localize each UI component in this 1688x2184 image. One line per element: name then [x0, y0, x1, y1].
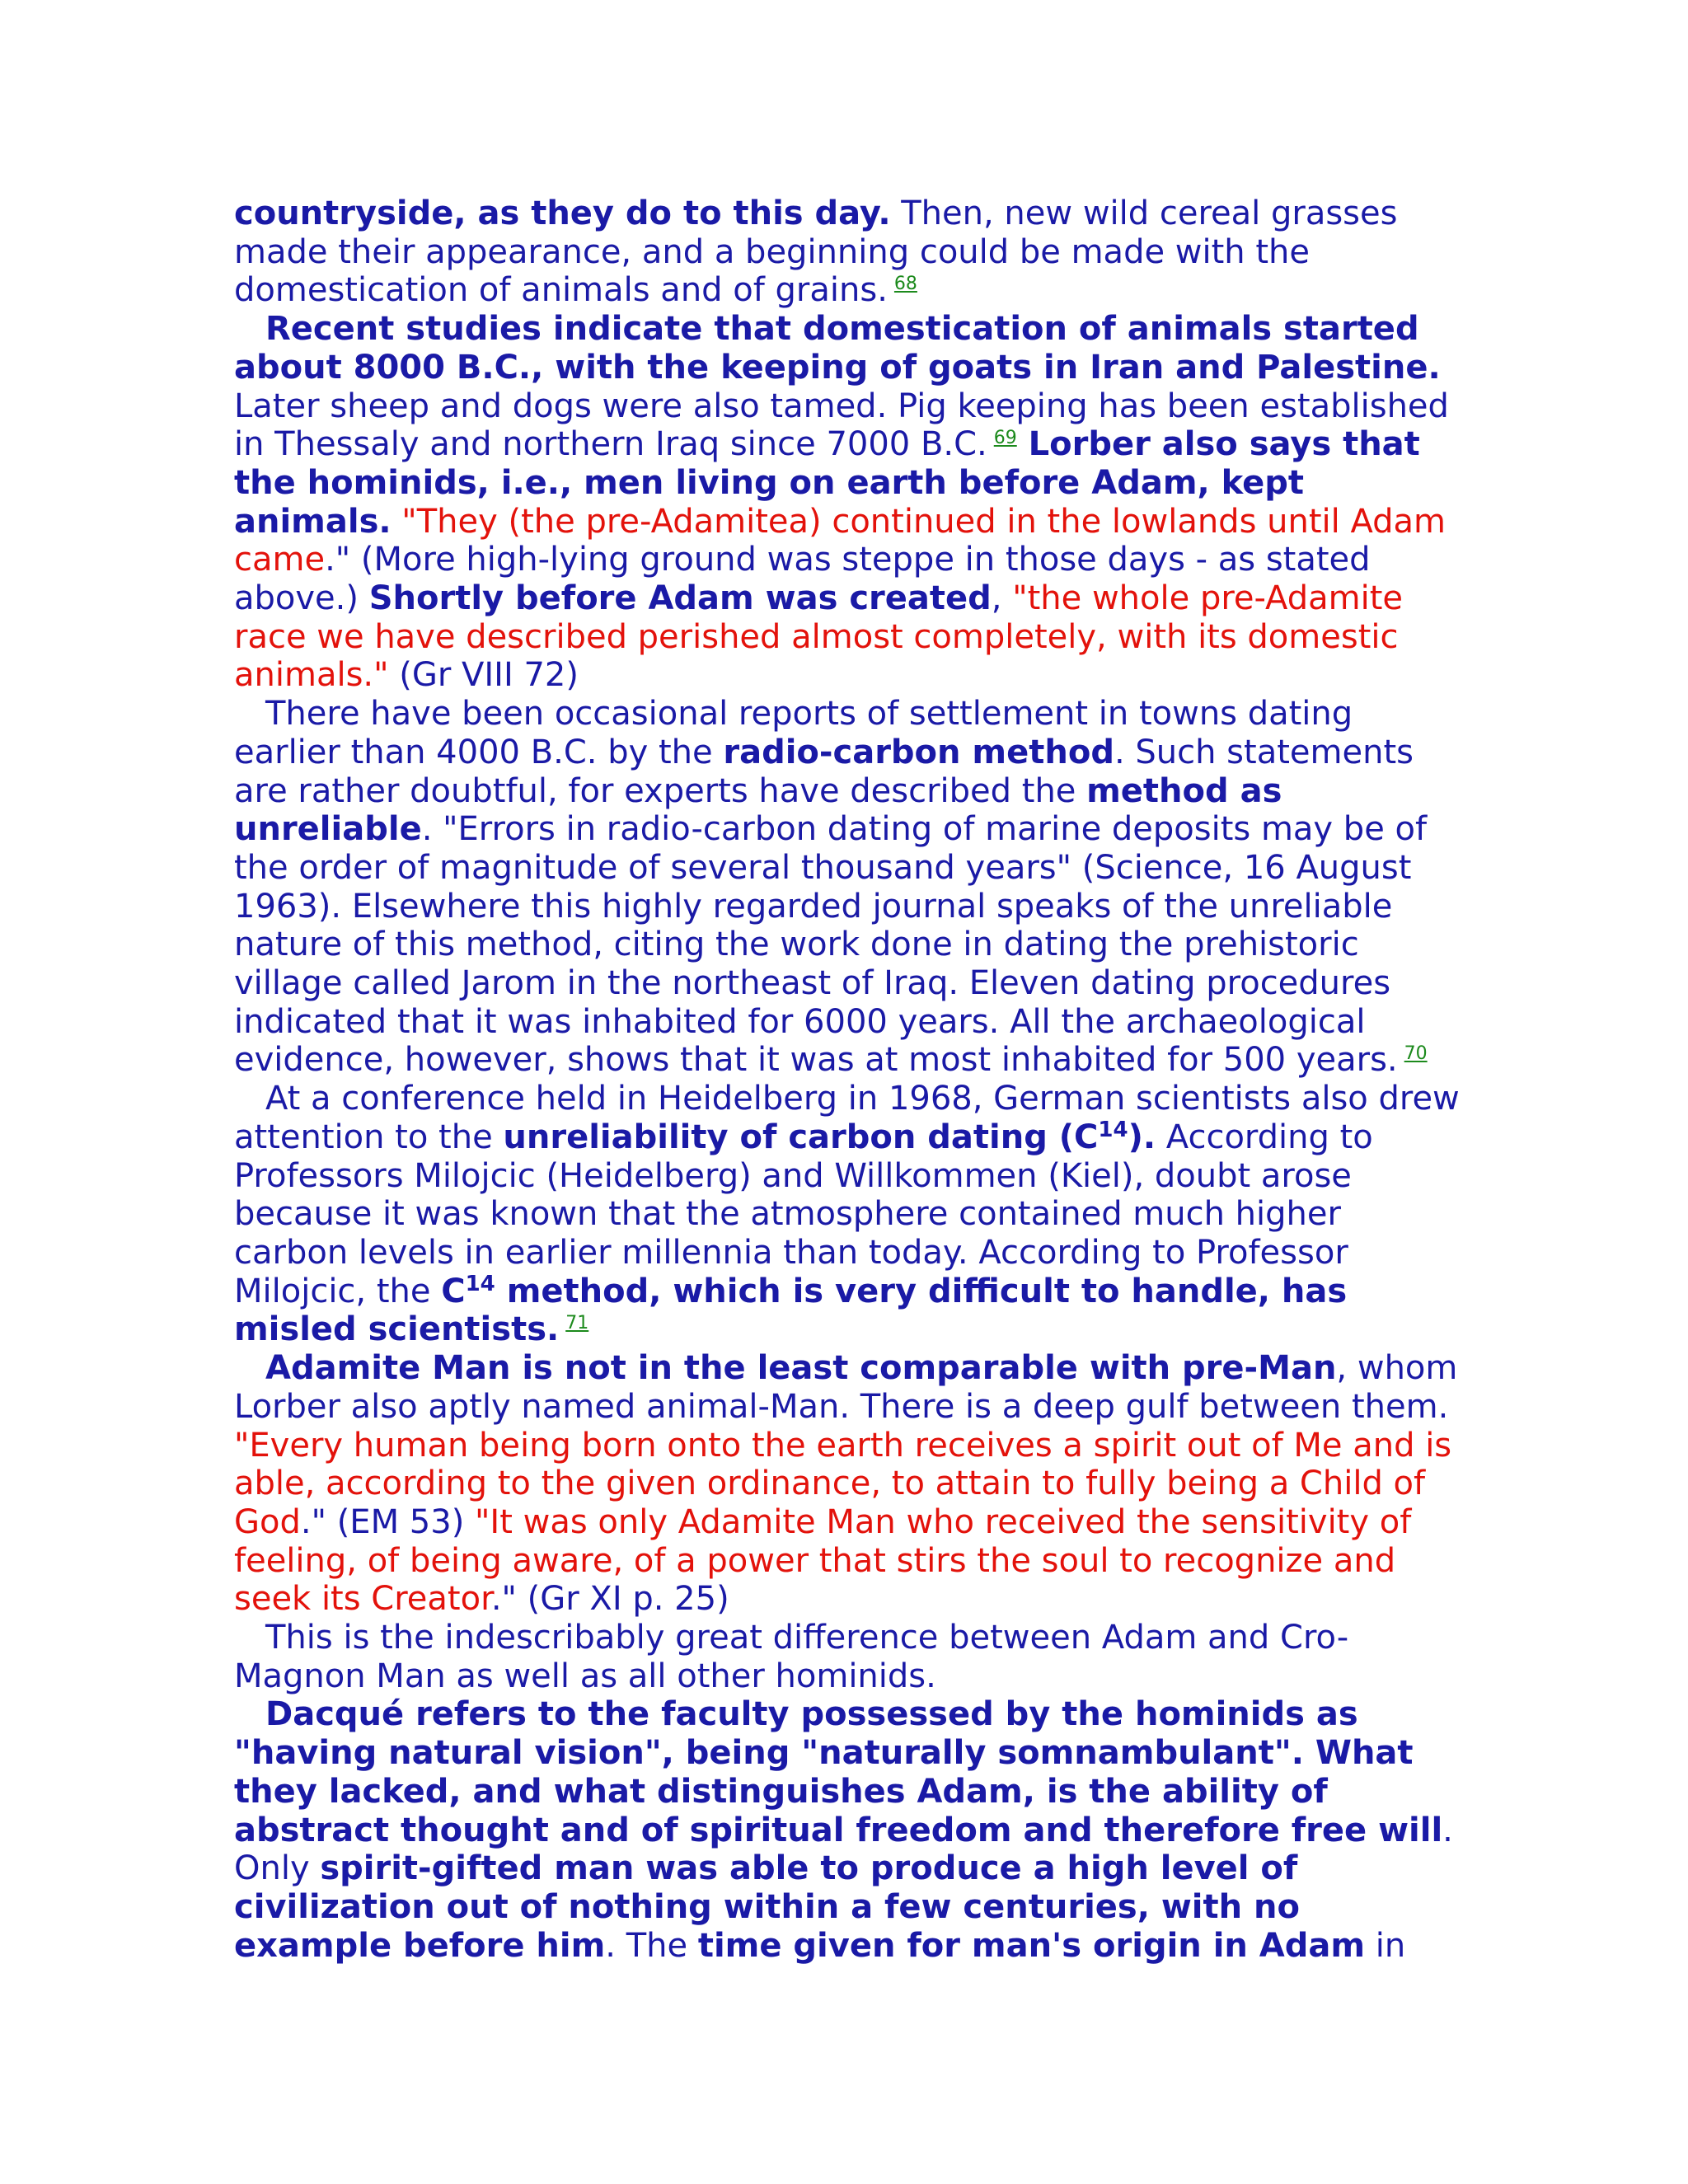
text-run: ." (Gr XI p. 25) — [490, 1580, 729, 1619]
emphasis-text: Shortly before Adam was created — [368, 579, 992, 618]
paragraph — [234, 310, 1462, 695]
paragraph — [234, 1695, 1462, 1965]
text-run: , — [991, 579, 1013, 618]
text-run: Then, new wild cereal grasses made their appearance, and a beginning could be made with the domestication of animals and of grains. — [234, 194, 1398, 310]
text-run: . Such statements are rather doubtful, for experts have described the — [234, 733, 1414, 810]
paragraph — [234, 1349, 1462, 1619]
text-run: ." (EM 53) — [300, 1502, 476, 1541]
emphasis-text: method as unreliable — [234, 771, 1282, 849]
text-run: There have been occasional reports of settlement in towns dating earlier than 4000 B.C. by the — [234, 695, 1353, 771]
emphasis-text: Adamite Man is not in the least comparable with pre-Man — [265, 1349, 1337, 1388]
footnote-link[interactable]: 70 — [1404, 1043, 1428, 1065]
quotation-text: "It was only Adamite Man who received the sensitivity of feeling, of being aware, of a power that stirs the soul to recognize and seek its Creator — [234, 1502, 1412, 1619]
emphasis-text: radio-carbon method — [723, 733, 1114, 771]
text-run: According to Professors Milojcic (Heidelberg) and Willkommen (Kiel), doubt arose because it was known that the atmosphere contained much higher carbon levels in earlier millennia than today. According to Professor Milojcic, the — [234, 1118, 1373, 1310]
text-run: At a conference held in Heidelberg in 1968, German scientists also drew attention to the — [234, 1080, 1460, 1156]
emphasis-text: countryside, as they do to this day. — [234, 194, 891, 232]
emphasis-text: time given for man's origin in Adam — [697, 1926, 1366, 1965]
quotation-text: "Every human being born onto the earth receives a spirit out of Me and is able, according to the given ordinance, to attain to fully being a Child of God — [234, 1426, 1452, 1541]
text-run: in — [1365, 1926, 1406, 1965]
text-run: Later sheep and dogs were also tamed. Pig keeping has been established in Thessaly and northern Iraq since 7000 B.C. — [234, 387, 1449, 464]
text-run: . Only — [234, 1811, 1453, 1888]
superscript: 14 — [465, 1271, 495, 1296]
text-run: . The — [605, 1926, 698, 1965]
text-run: ." (More high-lying ground was steppe in those days - as stated above.) — [234, 541, 1371, 618]
emphasis-text: C — [441, 1272, 466, 1310]
text-run: , whom Lorber also aptly named animal-Man. There is a deep gulf between them. — [234, 1349, 1458, 1426]
paragraph — [234, 194, 1462, 310]
quotation-text: "They (the pre-Adamitea) continued in the lowlands until Adam came — [234, 502, 1446, 579]
footnote-link[interactable]: 71 — [565, 1313, 589, 1334]
paragraph — [234, 1080, 1462, 1349]
paragraph — [234, 695, 1462, 1080]
emphasis-text: Dacqué refers to the faculty possessed by the hominids as "having natural vision", being "naturally somnambulant". What they lacked, and what distinguishes Adam, is the ability of abstract thought and of spiritual freedom and therefore free will — [234, 1695, 1443, 1849]
text-run: (Gr VIII 72) — [388, 656, 579, 695]
emphasis-text: unreliability of carbon dating (C — [503, 1118, 1099, 1156]
emphasis-text: spirit-gifted man was able to produce a high level of civilization out of nothing within a few centuries, with no example before him — [234, 1849, 1300, 1965]
paragraph — [234, 1619, 1462, 1695]
emphasis-text: ). — [1128, 1118, 1156, 1156]
text-run — [392, 503, 402, 541]
body-text — [234, 194, 1462, 1965]
emphasis-text: Recent studies indicate that domestication of animals started about 8000 B.C., with the keeping of goats in Iran and Palestine. — [234, 310, 1441, 387]
text-run: . "Errors in radio-carbon dating of marine deposits may be of the order of magnitude of several thousand years" (Science, 16 August 1963). Elsewhere this highly regarded journal speaks of the unreliable nature of this method, citing the work done in dating the prehistoric village called Jarom in the northeast of Iraq. Eleven dating procedures indicated that it was inhabited for 6000 years. All the archaeological evidence, however, shows that it was at most inhabited for 500 years. — [234, 810, 1428, 1080]
footnote-link[interactable]: 68 — [893, 274, 917, 295]
superscript: 14 — [1098, 1117, 1128, 1142]
emphasis-text: Lorber also says that the hominids, i.e., men living on earth before Adam, kept animals. — [234, 425, 1420, 541]
emphasis-text: method, which is very difficult to handle, has misled scientists. — [234, 1272, 1348, 1349]
text-run: This is the indescribably great difference between Adam and Cro-Magnon Man as well as all other hominids. — [234, 1619, 1349, 1695]
footnote-link[interactable]: 69 — [993, 428, 1017, 449]
quotation-text: "the whole pre-Adamite race we have described perished almost completely, with its domestic animals." — [234, 579, 1403, 695]
